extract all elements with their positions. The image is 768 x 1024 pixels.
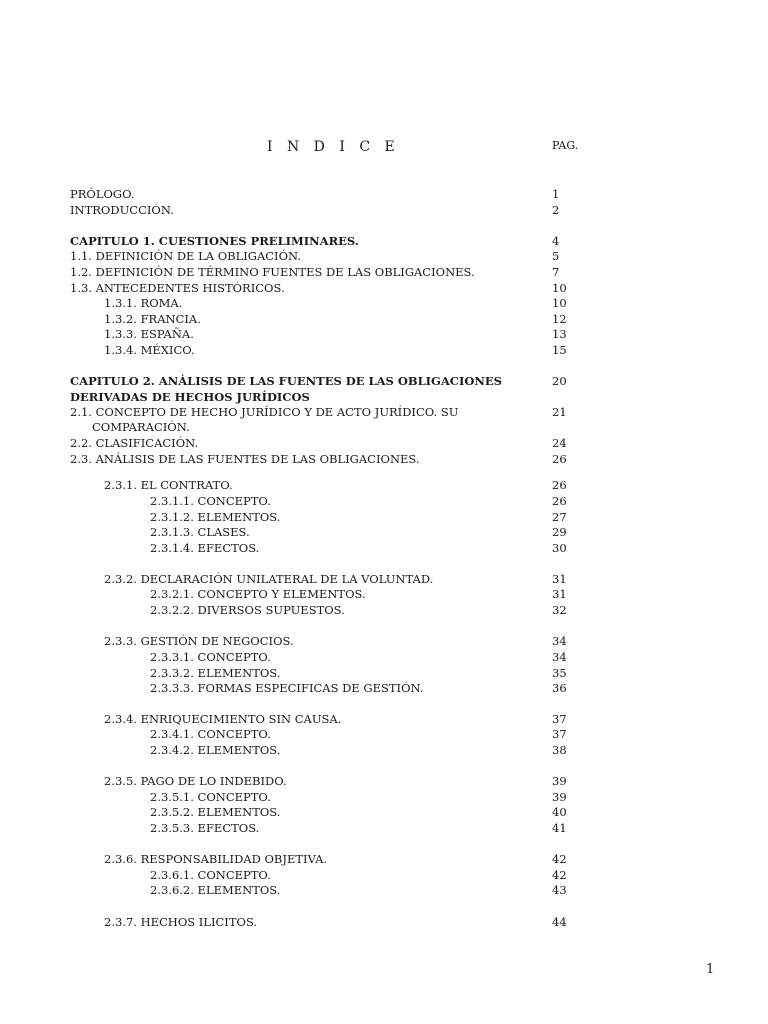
toc-entry-text: 2.3.6.1. CONCEPTO.	[150, 868, 271, 882]
toc-entry-text: 1.3.4. MÉXICO.	[104, 343, 195, 357]
toc-entry-text: INTRODUCCIÓN.	[70, 203, 174, 217]
toc-entry-text: 2.3.2. DECLARACIÓN UNILATERAL DE LA VOLUNTAD.	[104, 572, 434, 586]
toc-entry-page: 39	[552, 790, 567, 804]
toc-entry-text: 2.3.2.2. DIVERSOS SUPUESTOS.	[150, 603, 345, 617]
toc-entry-text: 2.3.5.2. ELEMENTOS.	[150, 805, 281, 819]
toc-entry-text: 1.1. DEFINICIÓN DE LA OBLIGACIÓN.	[70, 249, 301, 263]
toc-entry-text: 2.3.5.3. EFECTOS.	[150, 821, 260, 835]
toc-entry-text: 2.3.3.2. ELEMENTOS.	[150, 666, 281, 680]
toc-entry-page: 34	[552, 650, 567, 664]
toc-entry-text: 1.3.1. ROMA.	[104, 296, 183, 310]
toc-entry-text: 2.3.5.1. CONCEPTO.	[150, 790, 271, 804]
toc-entry-text: 2.2. CLASIFICACIÓN.	[70, 436, 199, 450]
toc-entry-page: 36	[552, 681, 567, 695]
toc-entry-text: DERIVADAS DE HECHOS JURÍDICOS	[70, 390, 310, 404]
toc-entry-text: 2.3.1.4. EFECTOS.	[150, 541, 260, 555]
toc-entry-page: 5	[552, 249, 560, 263]
toc-entry-text: 2.3. ANÁLISIS DE LAS FUENTES DE LAS OBLIGACIONES.	[70, 452, 420, 466]
footer-page-number: 1	[706, 962, 715, 977]
toc-entry-page: 4	[552, 234, 560, 248]
toc-entry-page: 26	[552, 478, 567, 492]
toc-entry-text: 1.3.3. ESPAÑA.	[104, 327, 194, 341]
toc-entry-text: 2.1. CONCEPTO DE HECHO JURÍDICO Y DE ACTO JURÍDICO. SU	[70, 405, 459, 419]
toc-entry-page: 31	[552, 587, 567, 601]
toc-entry-page: 15	[552, 343, 567, 357]
toc-entry-page: 37	[552, 727, 567, 741]
toc-entry-text: 2.3.3.1. CONCEPTO.	[150, 650, 271, 664]
toc-entry-text: 2.3.1.1. CONCEPTO.	[150, 494, 271, 508]
toc-entry-page: 29	[552, 525, 567, 539]
toc-entry-text: 2.3.2.1. CONCEPTO Y ELEMENTOS.	[150, 587, 366, 601]
toc-entry-text: 1.3.2. FRANCIA.	[104, 312, 201, 326]
toc-entry-text: 2.3.1. EL CONTRATO.	[104, 478, 233, 492]
toc-entry-text: 2.3.6. RESPONSABILIDAD OBJETIVA.	[104, 852, 328, 866]
toc-entry-page: 43	[552, 883, 567, 897]
toc-entry-page: 42	[552, 868, 567, 882]
toc-entry-page: 10	[552, 281, 567, 295]
toc-entry-page: 10	[552, 296, 567, 310]
toc-entry-page: 13	[552, 327, 567, 341]
toc-entry-text: COMPARACIÓN.	[92, 420, 190, 434]
toc-entry-page: 26	[552, 494, 567, 508]
toc-entry-page: 7	[552, 265, 560, 279]
toc-entry-page: 35	[552, 666, 567, 680]
toc-entry-page: 32	[552, 603, 567, 617]
toc-entry-page: 21	[552, 405, 567, 419]
toc-entry-page: 24	[552, 436, 567, 450]
toc-entry-text: 2.3.4.2. ELEMENTOS.	[150, 743, 281, 757]
toc-entry-text: 2.3.6.2. ELEMENTOS.	[150, 883, 281, 897]
toc-entry-page: 40	[552, 805, 567, 819]
toc-entry-text: CAPITULO 1. CUESTIONES PRELIMINARES.	[70, 234, 359, 248]
toc-entry-text: 2.3.3. GESTIÓN DE NEGOCIOS.	[104, 634, 294, 648]
toc-entry-text: 2.3.3.3. FORMAS ESPECIFICAS DE GESTIÓN.	[150, 681, 424, 695]
toc-entry-text: PRÓLOGO.	[70, 187, 135, 201]
toc-entry-page: 37	[552, 712, 567, 726]
toc-entry-page: 30	[552, 541, 567, 555]
toc-entry-page: 38	[552, 743, 567, 757]
toc-entry-text: CAPITULO 2. ANÁLISIS DE LAS FUENTES DE LAS OBLIGACIONES	[70, 374, 502, 388]
toc-entry-page: 42	[552, 852, 567, 866]
toc-entry-page: 20	[552, 374, 567, 388]
toc-entry-page: 41	[552, 821, 567, 835]
toc-entry-page: 39	[552, 774, 567, 788]
toc-entry-page: 1	[552, 187, 560, 201]
toc-entry-text: 2.3.4.1. CONCEPTO.	[150, 727, 271, 741]
toc-entry-page: 12	[552, 312, 567, 326]
toc-entry-text: 2.3.4. ENRIQUECIMIENTO SIN CAUSA.	[104, 712, 342, 726]
toc-entry-page: 44	[552, 915, 567, 929]
toc-entry-page: 31	[552, 572, 567, 586]
toc-entry-text: 1.2. DEFINICIÓN DE TÉRMINO FUENTES DE LAS OBLIGACIONES.	[70, 265, 475, 279]
page-column-label: PAG.	[552, 139, 579, 152]
toc-entry-page: 2	[552, 203, 560, 217]
toc-entry-text: 2.3.5. PAGO DE LO INDEBIDO.	[104, 774, 287, 788]
toc-entry-page: 34	[552, 634, 567, 648]
toc-entry-text: 2.3.7. HECHOS ILICITOS.	[104, 915, 258, 929]
toc-entry-text: 2.3.1.2. ELEMENTOS.	[150, 510, 281, 524]
toc-entry-text: 2.3.1.3. CLASES.	[150, 525, 250, 539]
toc-entry-page: 26	[552, 452, 567, 466]
index-title: I N D I C E	[267, 139, 400, 155]
toc-entry-text: 1.3. ANTECEDENTES HISTÓRICOS.	[70, 281, 285, 295]
toc-entry-page: 27	[552, 510, 567, 524]
